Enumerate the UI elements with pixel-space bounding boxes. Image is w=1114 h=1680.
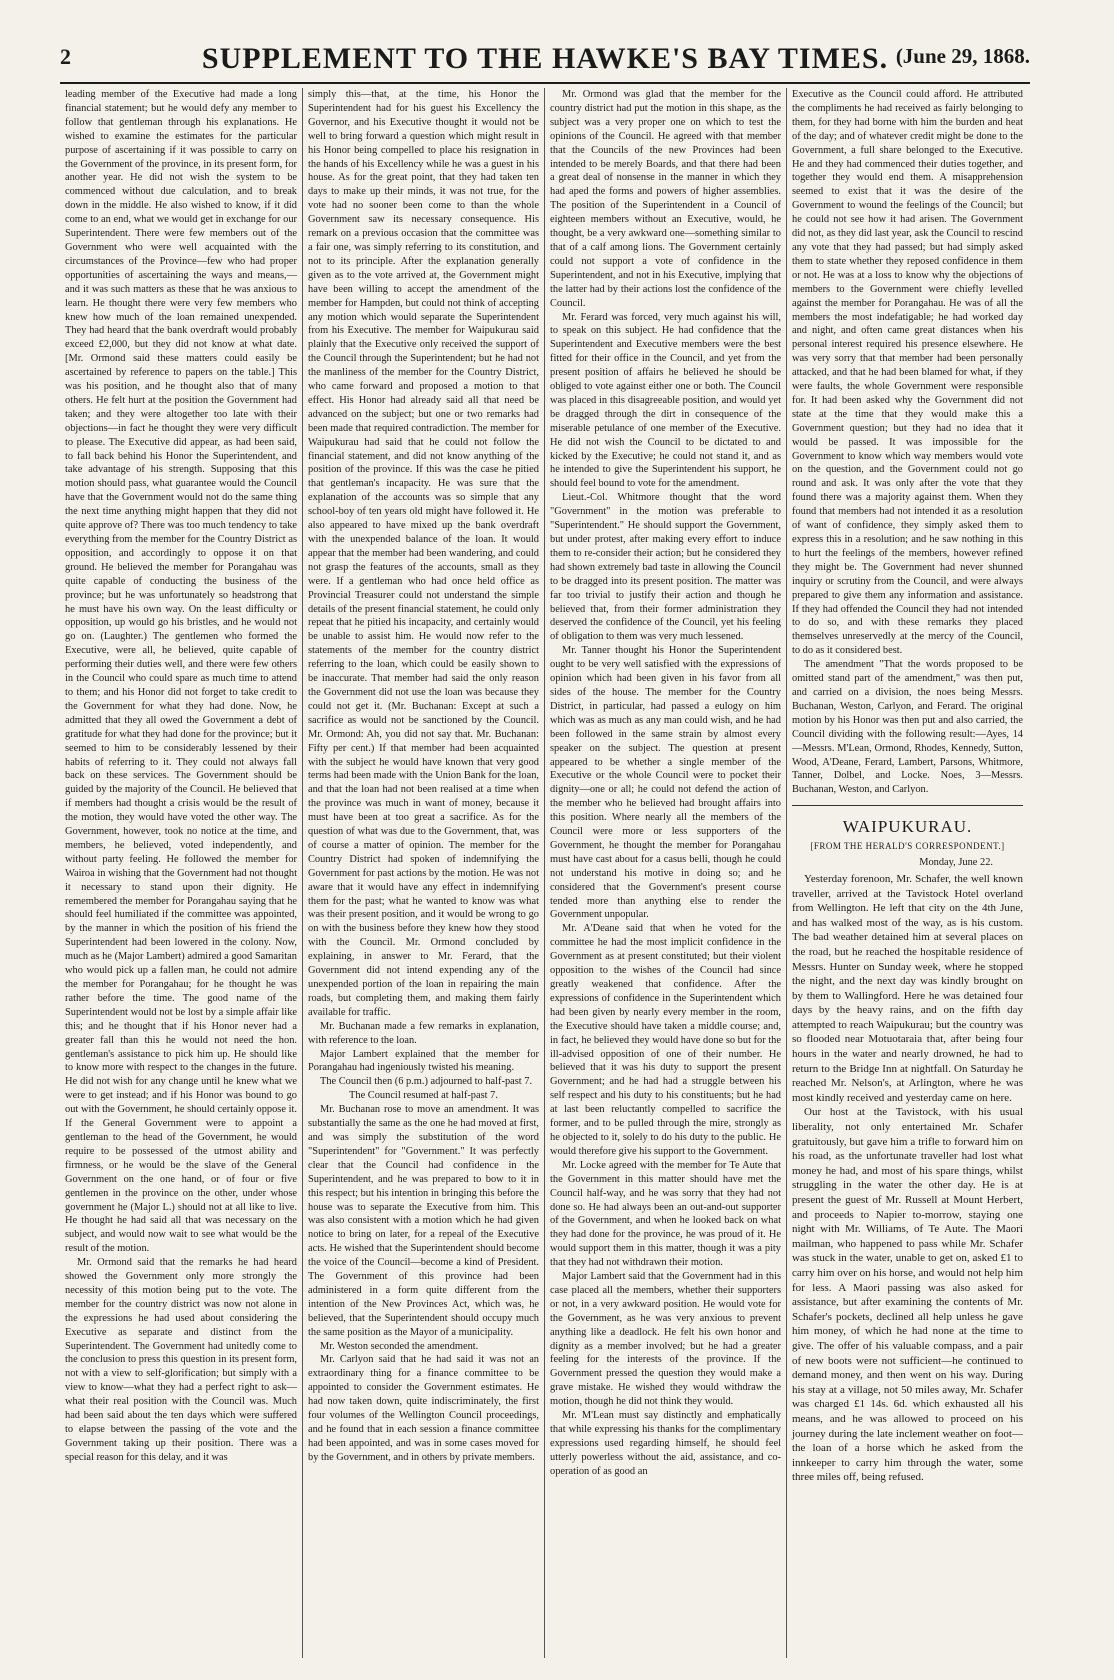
paragraph: Mr. Tanner thought his Honor the Superintendent ought to be very well satisfied with the expressions of opinion which had been given in his favor from all sides of the house. The member for the Country District, in particular, had passed a eulogy on him which was as much as any man could wish, and he had been followed in the same strain by almost every speaker on the subject. The question at present appeared to be whether a single member of the Executive or the whole Council were to pocket their dignity—one or all; he could not defend the action of the member who he believed had brought affairs into this position. Where nearly all the members of the Council were more or less supporters of the Government, he thought the member for Porangahau must have cast about for a casus belli, though he could not understand his motive in doing so; and he considered that the Government's present course tended more than anything else to render the Government unpopular. <box>550 645 781 921</box>
paragraph: The amendment "That the words proposed to be omitted stand part of the amendment," was then put, and carried on a division, the noes being Messrs. Buchanan, Weston, Carlyon, and Ferard. The original motion by his Honor was then put and also carried, the Council dividing with the following result:—Ayes, 14—Messrs. M'Lean, Ormond, Rhodes, Kennedy, Sutton, Wood, A'Deane, Ferard, Lambert, Parsons, Whitmore, Tanner, Dolbel, and Locke. Noes, 3—Messrs. Buchanan, Weston, and Carlyon. <box>792 659 1023 796</box>
paragraph: Mr. A'Deane said that when he voted for the committee he had the most implicit confidence in the Government as at present constituted; but their violent opposition to the wishes of the Council had since greatly weakened that confidence. After the expressions of confidence in the Superintendent which had been given by nearly every member in the room, the Executive should have taken a middle course; and, in fact, he believed they would have done so but for the ill-advised opposition of one of their number. He believed that it was his duty to support the present Government; and he had had a struggle between his self respect and his duty to his constituents; but he had at last been reluctantly compelled to sacrifice the former, and to be pulled through the mire, strongly as he objected to it, solely to do his duty to the public. He would therefore give his support to the Government. <box>550 923 781 1157</box>
section-heading: WAIPUKURAU. <box>842 817 973 837</box>
paragraph: Mr. Carlyon said that he had said it was not an extraordinary thing for a finance committee to be appointed to consider the Government estimates. He had now taken down, quite indiscriminately, the first four volumes of the Wellington Council proceedings, and he found that in each session a finance committee had been appointed, and was in some cases moved for by the Government, and in others by private members. <box>308 1354 539 1463</box>
byline: [FROM THE HERALD'S CORRESPONDENT.] <box>810 841 1005 852</box>
paragraph: Mr. Ormond was glad that the member for the country district had put the motion in this shape, as the subject was a very proper one on which to test the opinions of the Council. He agreed with that member that the Councils of the new Provinces had been intended to be merely Boards, and that there had been a great deal of nonsense in the manner in which they had aped the forms and powers of higher assemblies. The position of the Superintendent in a Council of eighteen members without an Executive, would, he thought, be a very awkward one—something similar to that of a calf among lions. The Government certainly could not support a vote of confidence in the Superintendent, and not in his Executive, implying that the latter had by their actions lost the confidence of the Council. <box>550 89 781 309</box>
paragraph: Mr. Buchanan rose to move an amendment. It was substantially the same as the one he had moved at first, and was simply the substitution of the word "Superintendent" for "Government." It was perfectly clear that the Council had confidence in the Superintendent, and he was prepared to bow to it in this respect; but his intention in bringing this before the house was to separate the Executive from him. This was also consistent with a motion which he had given notice to bring on later, for a repeal of the Executive acts. He wished that the Superintendent should become the voice of the Council—become a kind of President. The Government of this province had been administered in a form quite different from the intention of the New Provinces Act, which was, he believed, that the Superintendent should occupy much the same position as the Mayor of a municipality. <box>308 1104 539 1338</box>
issue-date: (June 29, 1868. <box>895 44 1030 68</box>
article-columns <box>60 88 1030 1658</box>
column-1 <box>60 88 302 1658</box>
paragraph: Yesterday forenoon, Mr. Schafer, the well known traveller, arrived at the Tavistock Hotel overland from Wellington. He left that city on the 4th June, and has walked most of the way, as is his custom. The bad weather detained him at several places on the road, but he reached the hospitable residence of Messrs. Hunter on Sunday week, where he stopped the night, and the next day was kindly brought on by them to Wallingford. Here he was detained four days by the heavy rains, and on the fifth day attempted to reach Waipukurau; but the country was so flooded near Motuotaraia that, after being four hours in the water and nearly drowned, he had to return to the Bridge Inn at nightfall. On Saturday he reached Mr. Nelson's, at Arlington, where he was most kindly received and yesterday came on here. <box>792 872 1023 1104</box>
paragraph: The Council then (6 p.m.) adjourned to half-past 7. <box>320 1076 533 1088</box>
masthead <box>60 38 1030 84</box>
paragraph: Executive as the Council could afford. He attributed the compliments he had received as fairly belonging to them, for they had borne with him the burden and heat of the day; and of whatever credit might be done to the Government, a full share belonged to the Executive. He and they had commenced their duties together, and together they would end them. A misapprehension seemed to exist that it was the desire of the Government to wound the feelings of the Council; but he could not see how it had arisen. The Government did not, as they did last year, ask the Council to rescind any vote that they had passed; but had simply asked them to state whether they reposed confidence in them or not. He was at a loss to know why the objections of members to the Government were chiefly levelled against the member for Porangahau. He was of all the members the most indefatigable; he had worked day and night, and often came great distances when his personal interest required his presence elsewhere. He was very sorry that that member had been personally attacked, and that he had been blamed for what, if they were faults, the whole Government were responsible for. It had been asked why the Government did not state at the time that they would make this a Government question; but they had no idea that it would be passed. It was impossible for the Government to know which way members would vote on the question, and the Government could not go round and ask. It was only after the vote that they found there was a majority against them. When they found that members had not intended it as a resolution of want of confidence, they simply asked them to express this in a resolution; and he saw nothing in this to hurt the feelings of the members, however refined they might be. The Government had never shunned inquiry or scrutiny from the Council, and were always prepared to give them any information and assistance. If they had offended the Council they had not intended to do so, and with these remarks they placed themselves unreservedly at the mercy of the Council, to do as it considered best. <box>792 89 1023 657</box>
dateline: Monday, June 22. <box>919 857 993 869</box>
newspaper-title: SUPPLEMENT TO THE HAWKE'S BAY TIMES. <box>201 42 889 75</box>
paragraph: Lieut.-Col. Whitmore thought that the word "Government" in the motion was preferable to "Superintendent." He should support the Government, but under protest, after making every effort to induce them to re-consider their action; but he considered they had shown extremely bad taste in allowing the Council to be dragged into its present position. The matter was far too trivial to justify their action and though he believed that, from their former administration they deserved the confidence of the Council, yet his feeling of obligation to them was very much lessened. <box>550 492 781 643</box>
column-3 <box>544 88 786 1658</box>
paragraph: simply this—that, at the time, his Honor the Superintendent had for his guest his Excellency the Governor, and his Executive thought it would not be well to bring forward a question which might result in his Honor being compelled to place his resignation in the hands of his Excellency while he was a guest in his house. As for the great point, that they had taken ten days to make up their minds, it was not true, for the vote had no sooner been come to than the whole Government saw its necessary consequence. His remark on a previous occasion that the committee was a fair one, was simply referring to its constitution, and not to its principle. After the explanation generally given as to the vote arrived at, the Government might have been willing to accept the amendment of the member for Hampden, but could not think of accepting any motion which would separate the Superintendent from his Executive. The member for Waipukurau said plainly that the Executive only received the support of the Council through the Superintendent; but he had not the manliness of the member for the Country District, who came forward and proposed a motion to that effect. His Honor had already said all that need be advanced on the subject; but one or two remarks had been made that required contradiction. The member for Waipukurau had said that he could not follow the financial statement, and did not know anything of the position of the province. If this was the case he pitied that gentleman's incapacity. He was sure that the explanation of the accounts was so simple that any school-boy of ten years old might have followed it. He also appeared to have mixed up the bank overdraft with the unexpended balance of the loan. It would appear that the member had been wandering, and could not grasp the features of the accounts, small as they were. If a gentleman who had once held office as Provincial Treasurer could not understand the simple details of the present financial statement, he could only repeat that he pitied his incapacity, and certainly would be unable to assist him. He would now refer to the statements of the member for the country district referring to the loan, which could be easily shown to be inaccurate. That member had said the only reason the Government did not use the loan was because they could not get it. (Mr. Buchanan: Except at such a sacrifice as would not be sanctioned by the Council. Mr. Ormond: Ah, you did not say that. Mr. Buchanan: Fifty per cent.) If that member had been acquainted with the subject he would have known that very good terms had been made with the Union Bank for the loan, and that the loan had not been realised at a time when the province was much in want of money, because it must have been at too great a sacrifice. As for the question of what was due to the Government, that, was of course a matter of opinion. The member for the Country District had spoken of indemnifying the Government for past actions by the motion. He was not aware that it would have any effect in indemnifying them for the past; what he wanted to know was what was their present position, and it would be wrong to go on with the business before they knew how they stood with the Council. Mr. Ormond concluded by explaining, in answer to Mr. Ferard, that the Government did not intend expending any of the unexpended portion of the loan in repairing the main roads, but completing them, and making them fairly available for traffic. <box>308 89 539 1018</box>
paragraph: leading member of the Executive had made a long financial statement; but he would defy any member to follow that gentleman through his explanations. He wished to examine the estimates for the particular purpose of ascertaining if it was possible to carry on the Government of the province, in its present form, for another year. He did not wish the system to be commenced without due calculation, and to break down in the middle. He also wished to know, if it did come to an end, what we would get in exchange for our Superintendent. There were few members out of the Government who were well acquainted with the circumstances of the Province—few who had proper opportunities of ascertaining the ways and means,—and it was such matters as these that he was anxious to learn. He thought there were very few members who knew how much of the loan remained unexpended. They had heard that the bank overdraft would probably exceed £2,000, but they did not know at what date. [Mr. Ormond said these matters could easily be ascertained by reference to papers on the table.] This was his position, and he thought also that of many others. He felt hurt at the position the Government had taken; and they were altogether too late with their objections—in fact he thought they were very difficult to please. The Executive did appear, as had been said, to fall back behind his Honor the Superintendent, and take advantage of his strength. Supposing that this motion should pass, what guarantee would the Council have that the Government would not do the same thing the next time anything might happen that they did not quite approve of? There was too much tendency to take everything from the member for the Country District as opposition, and accordingly to oppose it on that ground. He believed the member for Porangahau was quite capable of conducting the business of the province; but he was unfortunately so headstrong that he must have his own way. On the least difficulty or opposition, up would go his bristles, and he would not go on. (Laughter.) The gentlemen who formed the Executive, were all, he believed, quite capable of performing their duties well, and there were few others in the Council who could spare as much time to attend to them; and his Honor did not forget to take credit to the Government for what they had done. Now, he admitted that they all owed the Government a debt of gratitude for what they had done for the province; but it seemed to him to be considerably lessened by their habits of referring to it. They could not always fall back on these services. The Government should be guided by the majority of the Council. He believed that if members had thought a crisis would be the result of the motion, they would have voted the other way. The Government, however, took no notice at the time, and members, he believed, voted independently, and without party feeling. He followed the member for Wairoa in wishing that the Government had not thought it necessary to stand upon their dignity. He remembered the member for Porangahau saying that he should feel humiliated if the committee was appointed, by the manner in which the position of his friend the Superintendent had been lowered in the colony. Now, much as he (Major Lambert) admired a good Samaritan who would pick up a fallen man, he could not admire the member for Porangahau; for he thought he was rather before the time. The good name of the Superintendent would not be lost by a simple affair like this; and he thought that if his Honor never had a greater fall than this he would not need the hon. gentleman's assistance to pick him up. He should like to know more with respect to the changes in the future. He did not wish for any change until he knew what we were to get instead; and if his Honor was bound to go out with the Government, he should certainly oppose it. If the General Government were to appoint a gentleman to the head of the Government, he would require to be possessed of the utmost ability and firmness, or he would be the slave of the General Government on the one hand, or of four or five gentlemen in the province on the other, under whose government he (Major L.) should not at all like to live. He thought he had said all that was necessary on the subject, and would now wait to see what would be the result of the motion. <box>65 89 297 1255</box>
paragraph: Mr. Locke agreed with the member for Te Aute that the Government in this matter should have met the Council half-way, and he was sorry that they had not done so. He had always been an out-and-out supporter of the Government, and when he looked back on what they had done for the province, he was proud of it. He would support them in this matter, though it was a pity that they had not withdrawn their motion. <box>550 1159 781 1269</box>
page-number: 2 <box>60 44 71 69</box>
column-4 <box>786 88 1028 1658</box>
paragraph: Mr. Ormond said that the remarks he had heard showed the Government only more strongly the necessity of this motion being put to the vote. The member for the country district was now not alone in the expressions he had used about considering the Executive as separate and distinct from the Superintendent. The Government had unitedly come to the conclusion to press this question in its present form, not with a view to self-glorification; but simply with a view to know—what they had a perfect right to ask—what their real position with the Council was. Much had been said about the ten days which were suffered to elapse between the passing of the vote and the Government taking up their position. There was a special reason for this delay, and it was <box>65 1257 297 1463</box>
paragraph: Major Lambert said that the Government had in this case placed all the members, whether their supporters or not, in a very awkward position. He would vote for the Government, as he was very anxious to prevent anything like a deadlock. He felt his own honor and dignity as a member involved; but he had a greater feeling for the interests of the province. If the Government pressed the question they would make a grave mistake. He wished they would withdraw the motion, though he did not think they would. <box>550 1271 781 1408</box>
paragraph: Mr. Buchanan made a few remarks in explanation, with reference to the loan. <box>308 1020 539 1046</box>
paragraph: Our host at the Tavistock, with his usual liberality, not only entertained Mr. Schafer gratuitously, but gave him a trifle to forward him on his road, as the unfortunate traveller had lost what money he had, and most of his spare things, whilst struggling in the water the other day. He is at present the guest of Mr. Russell at Mount Herbert, and proceeds to Napier to-morrow, staying one night with Mr. Williams, of Te Aute. The Maori mailman, who happened to pass while Mr. Schafer was stuck in the water, unable to get on, asked £1 to carry him over on his horse, and would not help him for less. A Maori passing was also asked for assistance, but after examining the contents of Mr. Schafer's pockets, declined all help unless he gave him money, of which he had none at the time to give. The offer of his valuable compass, and a pair of new boots were not sufficient—he continued to demand money, and then went on his way. During his stay at a village, not 50 miles away, Mr. Schafer was charged £1 14s. 6d. which exhausted all his means, and he was allowed to proceed on his journey during the late inclement weather on foot—the loan of a horse which he asked from the innkeeper to carry him through the water, some three miles off, being refused. <box>792 1106 1023 1484</box>
column-2 <box>302 88 544 1658</box>
paragraph: The Council resumed at half-past 7. <box>349 1090 498 1102</box>
paragraph: Mr. Weston seconded the amendment. <box>320 1340 479 1352</box>
paragraph: Major Lambert explained that the member for Porangahau had ingeniously twisted his meaning. <box>308 1048 539 1074</box>
section-divider <box>792 805 1023 806</box>
waipukurau-article <box>792 872 1023 1485</box>
paragraph: Mr. Ferard was forced, very much against his will, to speak on this subject. He had confidence that the Superintendent and Executive members were the best fitted for their office in the Council, and yet from the present position of affairs he believed he should be obliged to vote against either one or both. The Council was placed in this disagreeable position, and would yet be dragged through the dirt in consequence of the miserable petulance of one member of the Executive. He did not wish the Council to be dictated to and kicked by the Executive; he could not stand it, and as he intended to give the Superintendent his support, he should feel bound to vote for the amendment. <box>550 311 781 490</box>
paragraph: Mr. M'Lean must say distinctly and emphatically that while expressing his thanks for the complimentary expressions used regarding himself, he should feel utterly powerless without the aid, assistance, and co-operation of as good an <box>550 1410 781 1477</box>
